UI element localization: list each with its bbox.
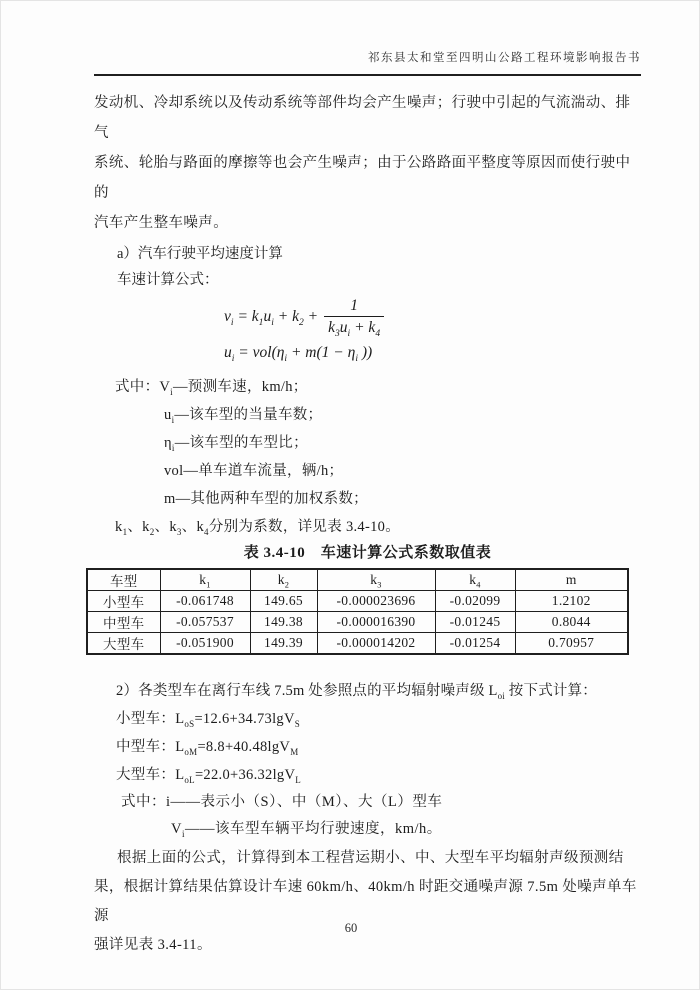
section-a-heading: a）汽车行驶平均速度计算 bbox=[117, 246, 283, 262]
formula-lead: 车速计算公式： bbox=[117, 272, 219, 288]
cell: -0.000016390 bbox=[317, 612, 435, 633]
symbol-definitions bbox=[94, 373, 641, 513]
table-header-row bbox=[87, 569, 628, 591]
cell: 149.38 bbox=[250, 612, 317, 633]
page-number: 60 bbox=[344, 921, 358, 935]
cell: 149.39 bbox=[250, 633, 317, 655]
cell: -0.057537 bbox=[160, 612, 250, 633]
cell: -0.000023696 bbox=[317, 591, 435, 612]
formula-speed bbox=[224, 295, 641, 338]
closing-line: 根据上面的公式，计算得到本工程营运期小、中、大型车平均辐射声级预测结 bbox=[117, 850, 624, 866]
cell: -0.01254 bbox=[435, 633, 515, 655]
note-line: 式中：i——表示小（S）、中（M）、大（L）型车 bbox=[121, 794, 443, 810]
speed-formula-block bbox=[94, 295, 641, 365]
noise-formula-medium: 中型车：$L_{oM}=8.8+40.48\lg V_M$ bbox=[116, 739, 299, 757]
report-header-title: 祁东县太和堂至四明山公路工程环境影响报告书 bbox=[368, 52, 641, 64]
coefficients-table bbox=[86, 568, 629, 655]
table-row bbox=[87, 633, 628, 655]
definition-line: 式中：$V_i—$预测车速，km/h； bbox=[115, 379, 308, 397]
section-2-heading: 2）各类型车在离行车线 7.5m 处参照点的平均辐射噪声级 $L_{oi}$ 按下式计算： bbox=[116, 683, 598, 701]
table-title: 表 3.4-10 车速计算公式系数取值表 bbox=[243, 545, 492, 561]
col-header-k1: $k_1$ bbox=[160, 569, 250, 591]
closing-line: 强详见表 3.4-11。 bbox=[94, 937, 212, 953]
cell: 0.8044 bbox=[515, 612, 628, 633]
closing-paragraph bbox=[94, 844, 641, 960]
formula-speed-left: $v_i = k_1u_i + k_2$ + bbox=[224, 307, 319, 328]
coefficients-note: $k_1$、$k_2$、$k_3$、$k_4$分别为系数，详见表 3.4-10。 bbox=[115, 519, 401, 537]
formula-fraction bbox=[324, 295, 384, 338]
cell: 大型车 bbox=[87, 633, 160, 655]
fraction-numerator: 1 bbox=[324, 295, 384, 317]
intro-line: 发动机、冷却系统以及传动系统等部件均会产生噪声；行驶中引起的气流湍动、排气 bbox=[94, 95, 631, 141]
cell: 中型车 bbox=[87, 612, 160, 633]
cell: 0.70957 bbox=[515, 633, 628, 655]
intro-paragraph bbox=[94, 88, 641, 238]
cell: 149.65 bbox=[250, 591, 317, 612]
cell: 小型车 bbox=[87, 591, 160, 612]
closing-line: 果，根据计算结果估算设计车速 60km/h、40km/h 时距交通噪声源 7.5m 处噪声单车源 bbox=[94, 879, 637, 924]
noise-formula-small: 小型车：$L_{oS}=12.6+34.73\lg V_S$ bbox=[116, 711, 301, 729]
definition-line: $u_i—$该车型的当量车数； bbox=[164, 407, 323, 425]
intro-line: 系统、轮胎与路面的摩擦等也会产生噪声；由于公路路面平整度等原因而使行驶中的 bbox=[94, 155, 631, 201]
fraction-denominator: $k_3u_i + k_4$ bbox=[328, 319, 381, 340]
intro-line: 汽车产生整车噪声。 bbox=[94, 215, 229, 231]
formula-equivalent-volume: $u_i = vol(\eta_i + m(1 - \eta_i$ )) bbox=[224, 344, 373, 365]
definition-line: vol—单车道车流量，辆/h； bbox=[164, 463, 344, 479]
cell: -0.01245 bbox=[435, 612, 515, 633]
col-header-k2: $k_2$ bbox=[250, 569, 317, 591]
definition-line: $\eta_i—$该车型的车型比； bbox=[164, 435, 308, 453]
cell: -0.051900 bbox=[160, 633, 250, 655]
note-line: $V_i——$该车型车辆平均行驶速度，km/h。 bbox=[171, 821, 442, 839]
col-header-k3: $k_3$ bbox=[317, 569, 435, 591]
cell: -0.061748 bbox=[160, 591, 250, 612]
noise-formula-large: 大型车：$L_{oL}=22.0+36.32\lg V_L$ bbox=[116, 767, 302, 785]
table-row bbox=[87, 591, 628, 612]
page-content bbox=[94, 51, 641, 960]
definition-line: m—其他两种车型的加权系数； bbox=[164, 491, 368, 507]
table-row bbox=[87, 612, 628, 633]
col-header-m: m bbox=[515, 569, 628, 591]
header-divider bbox=[94, 74, 641, 76]
cell: 1.2102 bbox=[515, 591, 628, 612]
col-header-k4: $k_4$ bbox=[435, 569, 515, 591]
cell: -0.000014202 bbox=[317, 633, 435, 655]
cell: -0.02099 bbox=[435, 591, 515, 612]
col-header-vehicle-type: 车型 bbox=[87, 569, 160, 591]
